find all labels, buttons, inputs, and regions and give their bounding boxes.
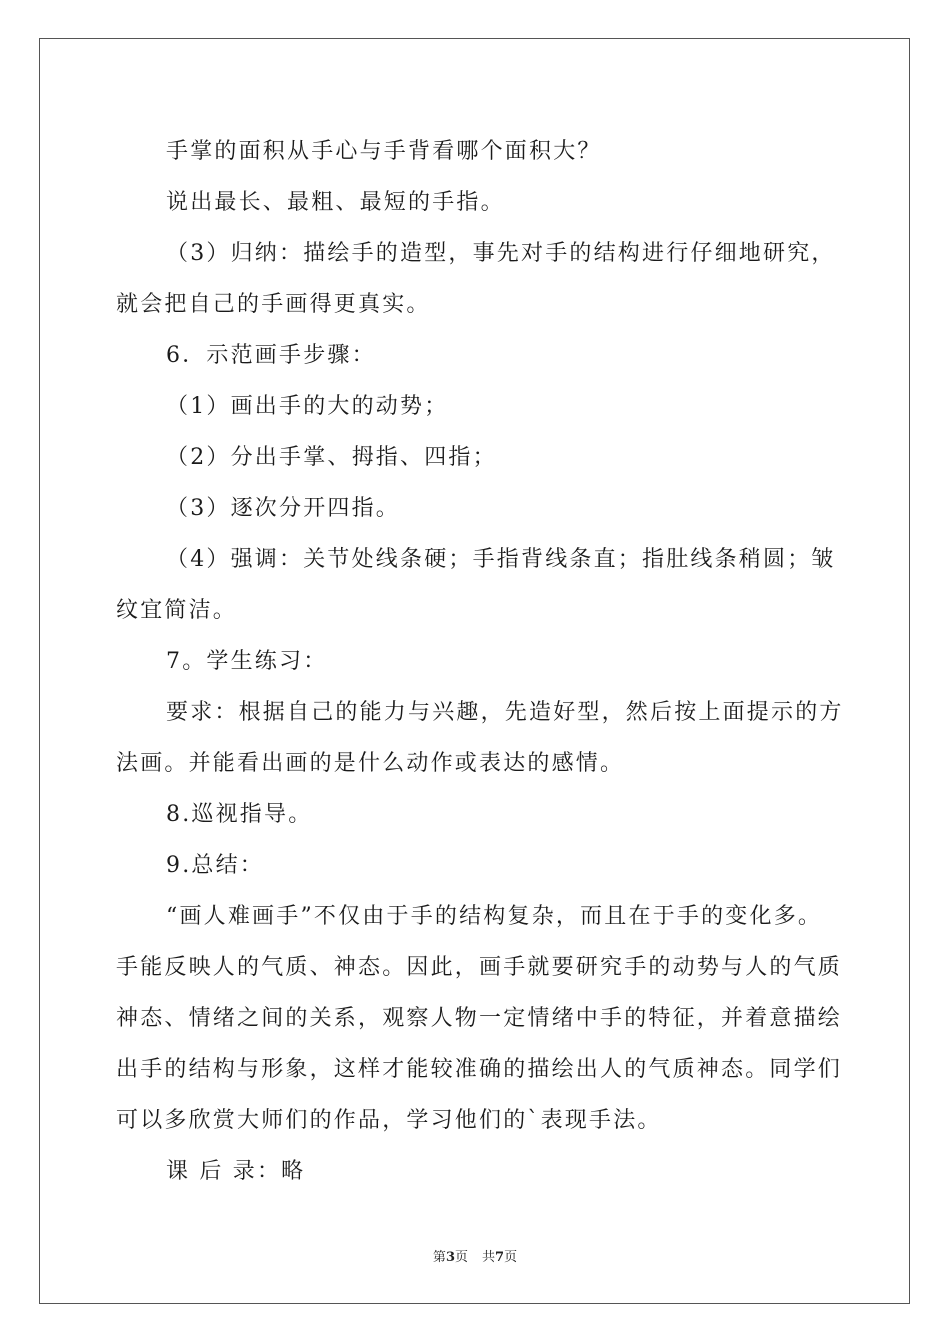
step-line: （1）画出手的大的动势； xyxy=(166,394,449,419)
paragraph-line: 就会把自己的手画得更真实。 xyxy=(116,292,431,317)
paragraph-line: 法画。并能看出画的是什么动作或表达的感情。 xyxy=(116,751,625,776)
page-suffix: 页 xyxy=(454,1250,468,1265)
paragraph-line: 神态、情绪之间的关系，观察人物一定情绪中手的特征，并着意描绘 xyxy=(116,1006,843,1031)
document-body xyxy=(116,126,844,1197)
total-pages: 7 xyxy=(495,1250,505,1265)
paragraph-line: 要求：根据自己的能力与兴趣，先造好型，然后按上面提示的方 xyxy=(166,700,844,725)
step-line: 纹宜简洁。 xyxy=(116,598,238,623)
paragraph-line: 手能反映人的气质、神态。因此，画手就要研究手的动势与人的气质 xyxy=(116,955,843,980)
section-heading-9: 9.总结： xyxy=(166,853,264,878)
after-class-note: 课 后 录：略 xyxy=(166,1159,306,1184)
total-suffix: 页 xyxy=(504,1250,518,1265)
paragraph-line: （3）归纳：描绘手的造型，事先对手的结构进行仔细地研究， xyxy=(166,241,836,266)
step-line: （2）分出手掌、拇指、四指； xyxy=(166,445,497,470)
total-prefix: 共 xyxy=(482,1250,496,1265)
paragraph-line: “画人难画手”不仅由于手的结构复杂，而且在于手的变化多。 xyxy=(166,904,823,929)
step-line: （4）强调：关节处线条硬；手指背线条直；指肚线条稍圆；皱 xyxy=(166,547,836,572)
paragraph-line: 手掌的面积从手心与手背看哪个面积大？ xyxy=(166,139,602,164)
page-number: 3 xyxy=(445,1250,455,1265)
paragraph-line: 说出最长、最粗、最短的手指。 xyxy=(166,190,505,215)
step-line: （3）逐次分开四指。 xyxy=(166,496,400,521)
section-heading-6: 6．示范画手步骤： xyxy=(166,343,376,368)
page-footer xyxy=(0,1246,950,1265)
page-prefix: 第 xyxy=(432,1250,446,1265)
paragraph-line: 出手的结构与形象，这样才能较准确的描绘出人的气质神态。同学们 xyxy=(116,1057,843,1082)
paragraph-line: 可以多欣赏大师们的作品，学习他们的`表现手法。 xyxy=(116,1108,662,1133)
section-heading-8: 8.巡视指导。 xyxy=(166,802,313,827)
section-heading-7: 7。学生练习： xyxy=(166,649,328,674)
